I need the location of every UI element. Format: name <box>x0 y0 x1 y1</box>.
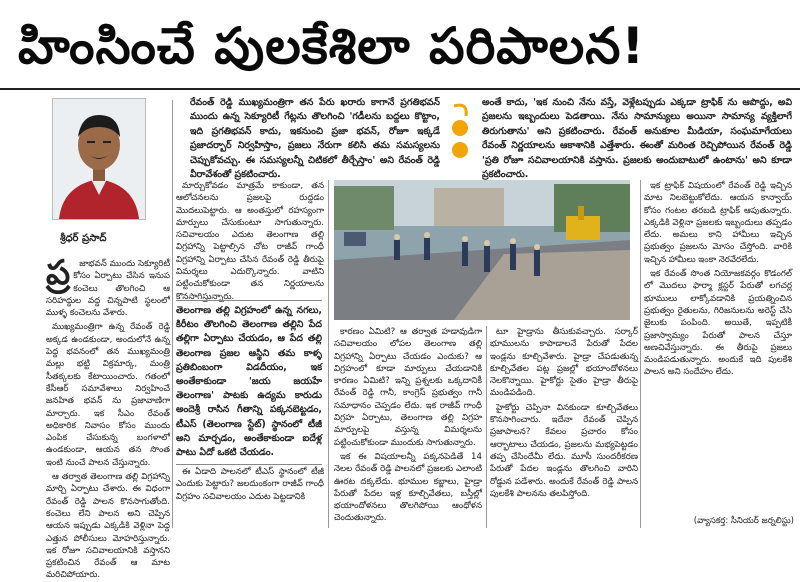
author-photo <box>52 98 146 220</box>
column-paragraph: మార్చుకోవడం మాత్రమే కాకుండా, తన ఆలోచనలను ప్రజలపై రుద్దడం మొదలుపెట్టారు. ఆ అంతస్తులో రహస్యంగా మార్పులు చేసుకుంటూ సాగుతున్నారు. సచివాలయం ఎదుట తెలంగాణ తల్లి విగ్రహాన్ని పెట్టాల్సిన చోట రాజీవ్ గాంధీ విగ్రహాన్ని ఏర్పాటు చేసిన రేవంత్ రెడ్డి తీరుపై విమర్శలు ఎదుర్కొన్నారు. వాటిని పట్టించుకోకుండా తన నిర్ణయాలను కొనసాగిస్తున్నారు. <box>176 181 324 302</box>
column-paragraph: ఈ ఏడాది పాలనలో టీఎస్ స్థానంలో టీజీ ఎందుకు పెట్టారు? జలదుంకంగా రాజీవ్ గాంధీ విగ్రహం సచివాలయం ఎదుట పెట్టడానికి <box>176 467 324 502</box>
column-4 <box>490 326 638 526</box>
column-5 <box>644 180 792 512</box>
author-credit: (వ్యాసకర్త: సీనియర్ జర్నలిస్టు) <box>693 516 794 526</box>
column-paragraph: ముఖ్యమంత్రిగా ఉన్న రేవంత్ రెడ్డి అక్కడ ఉండకుండా, అందులోనే ఉన్న పెద్ద భవనంలో తన ముఖ్యమంత్రి మల్లు భట్టి విక్రమార్క, మంత్రి సీతక్కలకు కేటాయించారు. గతంలో కేసీఆర్ సమావేశాలు నిర్వహించే జనహిత భవన్ ను ప్రజావాణిగా మార్చారు. ఇక సీఎం రేవంత్ అధికారిక నివాసం కోసం ముందు ఎంపిక చేసుకున్న బంగళాలో ఉండకుండా, ఆయన తన సొంత ఇంటి నుంచే పాలన చేస్తున్నారు. <box>46 322 170 468</box>
column-paragraph: ఇక ఈ విషయాలన్నీ పక్కనపెడితే 14 నెలల రేవంత్ రెడ్డి పాలనలో ప్రజలకు ఎలాంటి ఊరట దక్కలేదు. భూముల కబ్జాలు, హైడ్రా పేరుతో పేదల ఇళ్ల కూల్చివేతలు, బస్తీల్లో భయాందోళనలు తొలగిపోయి ఆంధోళన చెందుతున్నారు. <box>334 451 482 524</box>
column-paragraph: కారణం ఏమిటి? ఆ తర్వాత హడావుడిగా సచివాలయం లోపల తెలంగాణ తల్లి విగ్రహాన్ని ఏర్పాటు చేయడం ఎందుకు? ఆ విగ్రహంలో కూడా మార్పులు చేయడానికి కారణం ఏమిటి? ఇన్ని ప్రశ్నలకు ఒక్కదానికీ రేవంత్ రెడ్డి గానీ, కాంగ్రెస్ ప్రభుత్వం గానీ సమాధానం చెప్పడం లేదు. ఇక రాజీవ్ గాంధీ విగ్రహ ఏర్పాటు, తెలంగాణ తల్లి విగ్రహ మార్పులపై వస్తున్న విమర్శలను పట్టించుకోకుండా ముందుకు సాగుతున్నారు. <box>334 327 482 448</box>
column-2-top <box>176 180 324 302</box>
column-paragraph: ఇక ట్రాఫిక్ విషయంలో రేవంత్ రెడ్డి ఇచ్చిన మాట నిలబెట్టుకోలేదు. ఆయన కాన్వాయ్ కోసం గంటల తరబడి ట్రాఫిక్ ఆపుతున్నారు. ఎక్కడికి వెళ్లినా ప్రజలకు ఇబ్బందులు తప్పడం లేదు. అమలు కాని హామీలు ఇచ్చిన ప్రభుత్వం ప్రజలను మోసం చేస్తోంది. వారికి ఇచ్చిన హామీలు ఇంకా నెరవేరలేదు. <box>644 181 792 265</box>
author-byline: శ్రీధర్ ప్రసాద్ <box>60 233 107 244</box>
column-divider <box>172 100 173 528</box>
intro-left: రేవంత్ రెడ్డి ముఖ్యమంత్రిగా తన పేరు ఖరారు కాగానే ప్రగతిభవన్ ముందు ఉన్న సెక్యూరిటీ గేట్లను తొలగించి 'గడీలను బద్దలు కొట్టాం, ఇది ప్రగతిభవన్ కాదు, ఇకనుంచి ప్రజా భవన్, రోజూ ఇక్కడే ప్రజాదర్బార్ నిర్వహిస్తాం, ప్రజలు నేరుగా కలిసి తమ సమస్యలను చెప్పుకోవచ్చు. ఈ సమస్యలన్నీ చిటికలో తీర్చేస్తాం' అని రేవంత్ రెడ్డి వీరావేశంతో ప్రకటించారు. <box>190 97 440 181</box>
decorative-dots-icon <box>446 98 476 164</box>
column-paragraph: జాభవన్ ముందు సెక్యూరిటీ కోసం ఏర్పాటు చేసిన ఇనుప కంచెలు తొలగించి ఆ సరిహద్దుల వద్ద చిన్నపాటి స్థలంలో ముళ్ళ కంచెలను వేశారు. <box>46 259 170 319</box>
column-3 <box>334 326 482 526</box>
column-2-bottom <box>176 466 324 528</box>
pull-quote: తెలంగాణ తల్లి విగ్రహంలో ఉన్న నగలు, కిరీటం తొలగించి తెలంగాణ తల్లిని పేద తల్లిగా ఏర్పాటు చేయడం, ఆ పేద తల్లి తెలంగాణ ప్రజల ఆస్థిని తమ కాళ్ళ ప్రతిబింబంగా విడదీయం, ఇక అంతేకాకుండా 'జయ జయహే తెలంగాణ' పాటకు ఉద్యమ కారుడు అందెశ్రీ రాసిన గీతాన్ని పక్కనబెట్టడం, టీఎస్ (తెలంగాణ స్టేట్) స్థానంలో టీజీ అని మార్చడం, అంతేకాకుండా ఐదేళ్ల పాటు ఏదో ఒకటి చేయడం. <box>176 300 322 465</box>
column-paragraph: ఆ తర్వాత తెలంగాణ తల్లి విగ్రహాన్ని మార్చి ఏర్పాటు చేశారు. ఈ విధంగా రేవంత్ రెడ్డి పాలన కొనసాగుతోంది. కంచెలు లేని పాలన అని చెప్పిన ఆయన ఇప్పుడు ఎక్కడికి వెళ్లినా పెద్ద ఎత్తున పోలీసులు మోహరిస్తున్నారు. ఇక రోజూ సచివాలయానికి వస్తానని ప్రకటించిన రేవంత్ ఆ మాట మరిచిపోయారు. <box>46 472 170 581</box>
intro-right: అంతే కాదు, 'ఇక నుంచి నేను వస్తే, వెళ్లేటప్పుడు ఎక్కడా ట్రాఫిక్ ను ఆపొద్దు, అవి ప్రజలను ఇబ్బందులు పెడతాయి. నేను సామాన్యులు అయినా సామాన్య వ్యక్తిలాగే తిరుగుతాను' అని ప్రకటించారు. రేవంత్ అనుకూల మీడియా, సంఘమాగేయలు రేవంత్ నిర్ణయాలను ఆకాశానికి ఎత్తేశారు. ఈంతో మరింత రెచ్చిపోయిన రేవంత్ రెడ్డి 'ప్రతి రోజూ సచివాలయానికి వస్తాను. ప్రజలకు అందుబాటులో ఉంటాను' అని కూడా ప్రకటించారు. <box>482 97 792 181</box>
column-paragraph: హైకోర్టు చెప్పినా వినకుండా కూల్చివేతలు కొనసాగించారు. ఇదేనా రేవంత్ చెప్పిన ప్రజాపాలన? కేవలం ప్రచారం కోసం ఆర్భాటాలు చేయడం, ప్రజలను మభ్యపెట్టడం తప్ప చేసిందేమీ లేదు. మూసీ సుందరీకరణ పేరుతో పేదల ఇండ్లను తొలగించి వారిని రోడ్డున పడేశారు. అందుకే రేవంత్ రెడ్డి పాలన పులకేశి పాలనను తలపిస్తోంది. <box>490 402 638 499</box>
headline: హింసించే పులకేశిలా పరిపాలన! <box>18 17 646 75</box>
news-photo <box>334 180 630 320</box>
headline-rule <box>0 88 800 90</box>
author-portrait-icon <box>53 99 145 219</box>
column-divider <box>640 180 641 528</box>
column-divider <box>486 326 487 528</box>
dropcap: ప్ర <box>46 253 71 293</box>
column-paragraph: టూ హైడ్రాను తీసుకువచ్చారు. సర్కార్ భూములను కాపాడాలనే పేరుతో పేదల ఇండ్లను కూల్చివేశారు. హైడ్రా చేపడుతున్న కూల్చివేతల పట్ల ప్రజల్లో భయాందోళనలు నెలకొన్నాయి. హైకోర్టు సైతం హైడ్రా తీరుపై మండిపడింది. <box>490 327 638 399</box>
column-1 <box>46 253 170 581</box>
column-paragraph: ఇక రేవంత్ సొంత నియోజకవర్గం కొడంగల్ లో మొదలు ఫార్మా క్లస్టర్ పేరుతో లగచర్ల భూములు లాక్కోవడానికి ప్రయత్నించిన ప్రభుత్వం రైతులను, గిరిజనులను అరెస్ట్ చేసి జైలుకు పంపింది. అయితే, ఇప్పటికీ ప్రజాస్వామ్యం పేరుతో పాలన చేస్తూ అణచివేస్తున్నారు. ఈ తీరుపై ప్రజలు మండిపడుతున్నారు. అందుకే ఇది పులకేశి పాలన అని సందేహం లేదు. <box>644 269 792 378</box>
column-divider <box>328 180 329 528</box>
